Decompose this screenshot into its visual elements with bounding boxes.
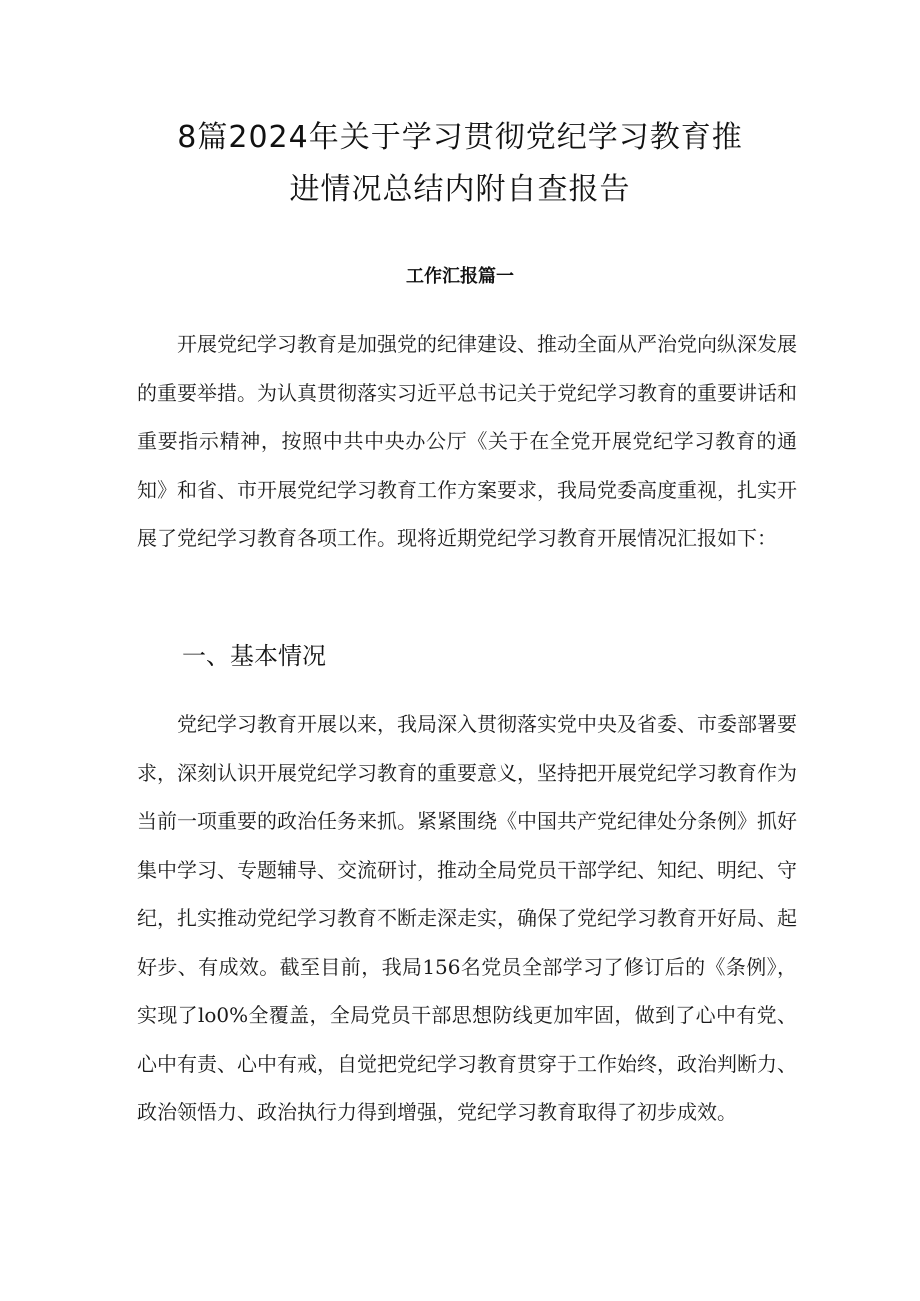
document-title-line-1: 8篇2024年关于学习贯彻党纪学习教育推 xyxy=(177,120,743,155)
document-title-line-2: 进情况总结内附自查报告 xyxy=(289,172,631,207)
intro-paragraph: 开展党纪学习教育是加强党的纪律建设、推动全面从严治党向纵深发展的重要举措。为认真贯彻落实习近平总书记关于党纪学习教育的重要讲话和重要指示精神，按照中共中央办公厅《关于在全党开展党纪学习教育的通知》和省、市开展党纪学习教育工作方案要求，我局党委高度重视，扎实开展了党纪学习教育各项工作。现将近期党纪学习教育开展情况汇报如下： xyxy=(137,332,797,550)
basic-situation-paragraph: 党纪学习教育开展以来，我局深入贯彻落实党中央及省委、市委部署要求，深刻认识开展党纪学习教育的重要意义，坚持把开展党纪学习教育作为当前一项重要的政治任务来抓。紧紧围绕《中国共产党纪律处分条例》抓好集中学习、专题辅导、交流研讨，推动全局党员干部学纪、知纪、明纪、守纪，扎实推动党纪学习教育不断走深走实，确保了党纪学习教育开好局、起好步、有成效。截至目前，我局156名党员全部学习了修订后的《条例》，实现了lo0%全覆盖，全局党员干部思想防线更加牢固，做到了心中有党、心中有责、心中有戒，自觉把党纪学习教育贯穿于工作始终，政治判断力、政治领悟力、政治执行力得到增强，党纪学习教育取得了初步成效。 xyxy=(137,712,797,1124)
section-title: 工作汇报篇一 xyxy=(406,266,514,287)
heading-basic-situation: 一、基本情况 xyxy=(182,642,326,670)
